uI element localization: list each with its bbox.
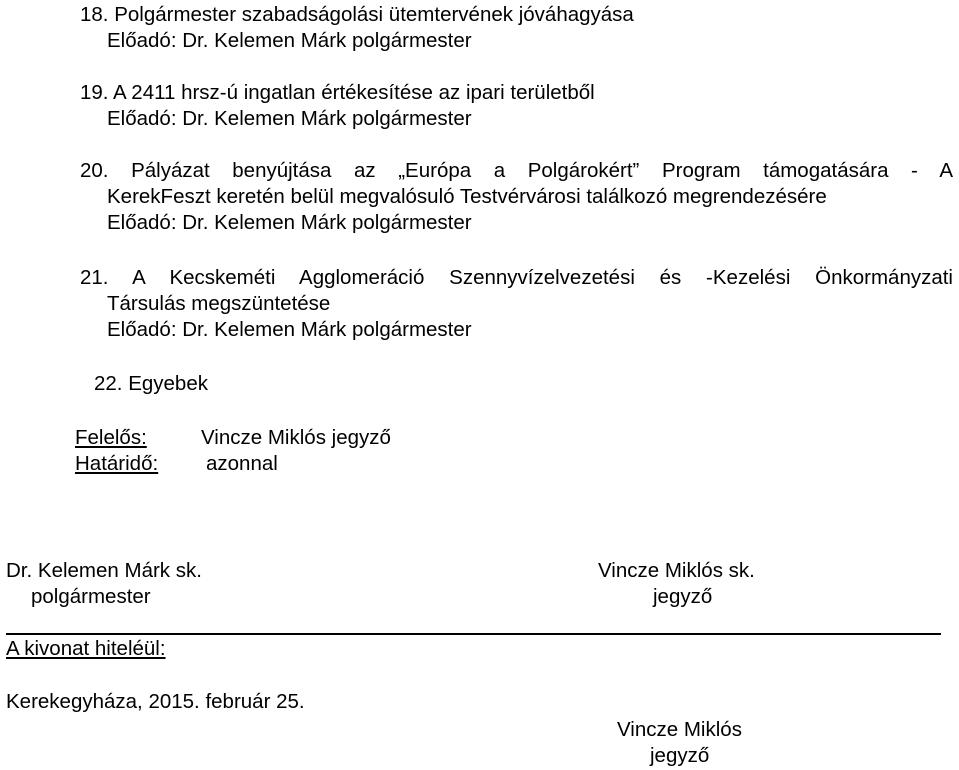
responsible-label: Felelős:: [75, 426, 147, 449]
agenda-item-20-presenter: Előadó: Dr. Kelemen Márk polgármester: [107, 211, 472, 234]
certification-signer-name: Vincze Miklós: [617, 718, 742, 741]
certification-place-date: Kerekegyháza, 2015. február 25.: [6, 690, 305, 713]
agenda-item-21-line2: Társulás megszüntetése: [107, 292, 331, 315]
agenda-item-18-title: 18. Polgármester szabadságolási ütemtervének jóváhagyása: [80, 3, 634, 26]
agenda-item-19-title: 19. A 2411 hrsz-ú ingatlan értékesítése az ipari területből: [80, 81, 595, 104]
agenda-item-19-presenter: Előadó: Dr. Kelemen Márk polgármester: [107, 107, 472, 130]
certification-heading: A kivonat hiteléül:: [6, 637, 166, 660]
signature-right-name: Vincze Miklós sk.: [598, 559, 755, 582]
agenda-item-20-line1: 20. Pályázat benyújtása az „Európa a Polgárokért” Program támogatására - A: [80, 159, 953, 182]
divider-line: [6, 633, 941, 635]
agenda-item-21-presenter: Előadó: Dr. Kelemen Márk polgármester: [107, 318, 472, 341]
responsible-value: Vincze Miklós jegyző: [201, 426, 391, 449]
agenda-item-20-line2: KerekFeszt keretén belül megvalósuló Testvérvárosi találkozó megrendezésére: [107, 185, 827, 208]
agenda-item-22-title: 22. Egyebek: [94, 372, 208, 395]
signature-left-name: Dr. Kelemen Márk sk.: [6, 559, 202, 582]
agenda-item-21-line1: 21. A Kecskeméti Agglomeráció Szennyvízelvezetési és -Kezelési Önkormányzati: [80, 266, 953, 289]
certification-signer-title: jegyző: [650, 744, 710, 767]
signature-left-title: polgármester: [31, 585, 151, 608]
deadline-value: azonnal: [206, 452, 278, 475]
signature-right-title: jegyző: [653, 585, 713, 608]
deadline-label: Határidő:: [75, 452, 159, 475]
agenda-item-18-presenter: Előadó: Dr. Kelemen Márk polgármester: [107, 29, 472, 52]
